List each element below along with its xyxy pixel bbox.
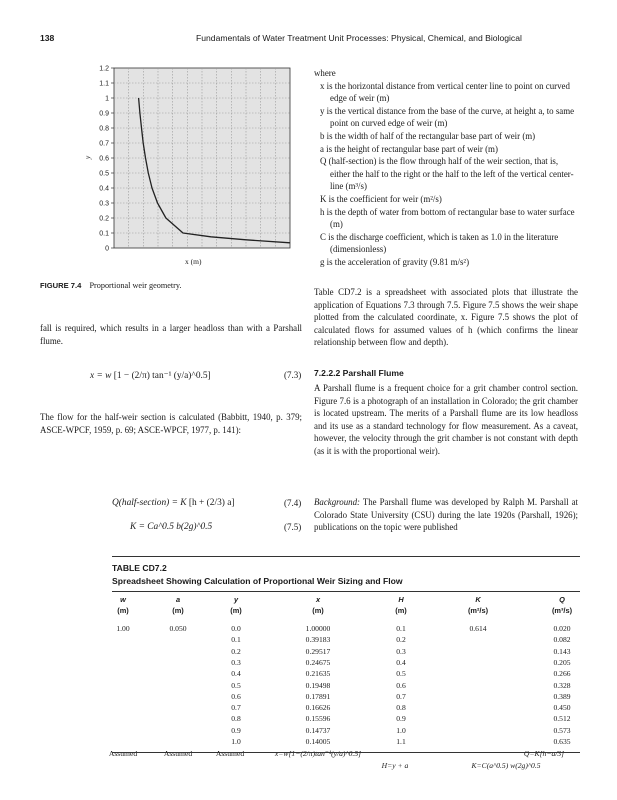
definition-q: Q (half-section) is the flow through half of the weir section, that is, either the half to the right or the half to the left of the vertical center-line (m³/s) [320, 156, 574, 192]
table-cell: 0.5 [231, 680, 241, 690]
background-text: The Parshall flume was developed by Ralph M. Parshall at Colorado State University (CSU) during the late 1920s (Parshall, 1926); publications on the topic were published [314, 497, 578, 533]
table-cell: 0.17891 [305, 691, 331, 701]
table-cell: 1.1 [396, 737, 406, 746]
table-header-cell: y [233, 595, 239, 604]
table-footer-formula: x=w[1−(2/π)tan⁻¹(y/a)^0.5] [274, 749, 362, 759]
table-cell: 0.7 [396, 691, 406, 701]
table-cell: 1.00000 [305, 624, 331, 633]
y-tick-label: 1.2 [99, 65, 109, 73]
table-cell: 0.0 [231, 624, 241, 633]
table-cell: 0.5 [396, 669, 406, 679]
table-cell: 0.8 [231, 714, 241, 724]
equation-number-7-5: (7.5) [284, 522, 302, 532]
figure-label: FIGURE 7.4 [40, 281, 82, 290]
y-tick-label: 0.2 [99, 215, 109, 223]
table-cell: 0.450 [553, 703, 571, 713]
table-cell: 0.614 [469, 624, 487, 633]
definition-x: x is the horizontal distance from vertical center line to point on curved edge of weir (m) [320, 80, 570, 104]
table-cell: 0.050 [169, 624, 187, 633]
table-cell: 0.635 [553, 737, 571, 746]
y-tick-label: 1 [105, 95, 109, 103]
table-footer-formula: K=C(a^0.5) w(2g)^0.5 [471, 761, 541, 771]
definition-g: g is the acceleration of gravity (9.81 m/s²) [320, 256, 470, 267]
table-header-cell: w [120, 595, 126, 604]
table-cell: 0.6 [396, 680, 406, 690]
table-unit-cell: (m³/s) [551, 606, 573, 615]
table-cell: 0.3 [231, 657, 241, 667]
chart-x-label: x (m) [185, 257, 202, 266]
table-cell: 0.9 [231, 725, 241, 735]
table-cell: 0.14737 [305, 725, 331, 735]
equation-number-7-3: (7.3) [284, 370, 302, 380]
table-bottom-rule [112, 752, 580, 753]
definition-k: K is the coefficient for weir (m²/s) [320, 193, 442, 204]
table-cell: 0.21635 [305, 669, 331, 679]
table-cell: 0.266 [553, 669, 571, 679]
table-cell: 1.0 [396, 725, 406, 735]
table-cell: 0.19498 [305, 680, 331, 690]
paragraph-half-weir: The flow for the half-weir section is calculated (Babbitt, 1940, p. 379; ASCE-WPCF, 1959, p. 69; ASCE-WPCF, 1977, p. 141): [40, 412, 302, 435]
table-cell: 0.2 [396, 635, 406, 645]
table-unit-cell: (m²/s) [467, 606, 489, 615]
table-cell: 0.4 [231, 669, 241, 679]
table-unit-cell: (m) [312, 606, 324, 615]
table-cell: 0.1 [231, 635, 241, 645]
table-cell: 0.389 [553, 691, 571, 701]
background-label: Background: [314, 497, 361, 507]
section-heading: 7.2.2.2 Parshall Flume [314, 368, 404, 378]
table-cell: 0.6 [231, 691, 241, 701]
table-header-cell: H [398, 595, 404, 604]
table-cell: 0.512 [553, 714, 571, 724]
eq73-lhs: x = w [90, 371, 112, 381]
definition-y: y is the vertical distance from the base of the curve, at height a, to same point on curved edge of weir (m) [320, 105, 575, 129]
table-header-cell: Q [559, 595, 565, 604]
y-tick-label: 0.3 [99, 200, 109, 208]
table-header-cell: a [175, 595, 181, 604]
table-cell: 0.29517 [305, 646, 331, 656]
y-tick-label: 0.1 [99, 230, 109, 238]
equation-number-7-4: (7.4) [284, 498, 302, 508]
table-unit-cell: (m) [172, 606, 184, 615]
chart-y-label: y [83, 155, 93, 160]
definition-c: C is the discharge coefficient, which is taken as 1.0 in the literature (dimensionless) [320, 231, 559, 255]
table-unit-cell: (m) [117, 606, 129, 615]
table-cell: 0.8 [396, 703, 406, 713]
table-cell: 0.1 [396, 624, 406, 633]
table-cell: 0.2 [231, 646, 241, 656]
table-label: TABLE CD7.2 [112, 563, 167, 573]
table-header-cell: x [315, 595, 321, 604]
eq73-rhs: [1 − (2/π) tan⁻¹ (y/a)^0.5] [113, 371, 211, 381]
table-cell: 0.39183 [305, 635, 331, 645]
table-header-cell: K [475, 595, 481, 604]
running-title: Fundamentals of Water Treatment Unit Processes: Physical, Chemical, and Biological [196, 33, 522, 43]
definition-a: a is the height of rectangular base part of weir (m) [320, 143, 498, 154]
eq74-lhs: Q(half-section) = K [112, 498, 187, 508]
table-cell: 0.24675 [305, 657, 331, 667]
definition-h: h is the depth of water from bottom of rectangular base to water surface (m) [320, 206, 575, 230]
table-unit-cell: (m) [395, 606, 407, 615]
y-tick-label: 0.8 [99, 125, 109, 133]
y-tick-label: 0.6 [99, 155, 109, 163]
table-footer-cell: Assumed [215, 749, 245, 759]
y-tick-label: 0 [105, 245, 109, 253]
y-tick-label: 0.9 [99, 110, 109, 118]
definition-b: b is the width of half of the rectangular base part of weir (m) [320, 130, 536, 141]
table-unit-cell: (m) [230, 606, 242, 615]
table-cell: 0.7 [231, 703, 241, 713]
table-cell: 0.14005 [305, 737, 331, 746]
table-footer-cell: Assumed [108, 749, 138, 759]
figure-caption-text: Proportional weir geometry. [89, 281, 182, 290]
paragraph-table-intro: Table CD7.2 is a spreadsheet with associated plots that illustrate the application of Equations 7.3 through 7.5. Figure 7.5 shows the weir shape plotted from the calculated coordinate, x. Figure 7.5 shows the plot of calculated flows for assumed values of h (which confirms the linear relationship between flow and depth). [314, 287, 578, 348]
y-tick-label: 0.5 [99, 170, 109, 178]
page-number: 138 [40, 33, 55, 43]
table-cell: 0.020 [553, 624, 571, 633]
table-cell: 0.205 [553, 657, 571, 667]
paragraph-parshall: A Parshall flume is a frequent choice for a grit chamber control section. Figure 7.6 is a photograph of an installation in Colorado; the grit chamber is located upstream. The merits of a Parshall flume are its low headloss and its use as a standard technology for flow measurement. As a caveat, however, the velocity through the grit chamber is not constant with depth (as it is with the proportional weir). [314, 383, 578, 456]
table-cell: 0.3 [396, 646, 406, 656]
table-footer-cell: Assumed [163, 749, 193, 759]
table-cell: 1.00 [116, 624, 130, 633]
y-tick-label: 1.1 [99, 80, 109, 88]
table-cell: 0.143 [553, 646, 571, 656]
table-cell: 1.0 [231, 737, 241, 746]
equation-7-5: K = Ca^0.5 b(2g)^0.5 [130, 522, 213, 532]
table-footer-formula: H=y + a [381, 761, 409, 771]
y-tick-label: 0.4 [99, 185, 109, 193]
table-cell: 0.082 [553, 635, 571, 645]
table-cell: 0.15596 [305, 714, 331, 724]
paragraph-headloss: fall is required, which results in a larger headloss than with a Parshall flume. [40, 323, 302, 346]
table-cell: 0.9 [396, 714, 406, 724]
table-cell: 0.16626 [305, 703, 331, 713]
table-cell: 0.573 [553, 725, 571, 735]
table-title: Spreadsheet Showing Calculation of Proportional Weir Sizing and Flow [112, 576, 403, 586]
where-label: where [314, 68, 336, 78]
y-tick-label: 0.7 [99, 140, 109, 148]
table-cell: 0.328 [553, 680, 571, 690]
table-footer-formula: Q=K[h−a/3] [523, 749, 565, 759]
table-cell: 0.4 [396, 657, 406, 667]
eq74-rhs: [h + (2/3) a] [188, 498, 235, 508]
